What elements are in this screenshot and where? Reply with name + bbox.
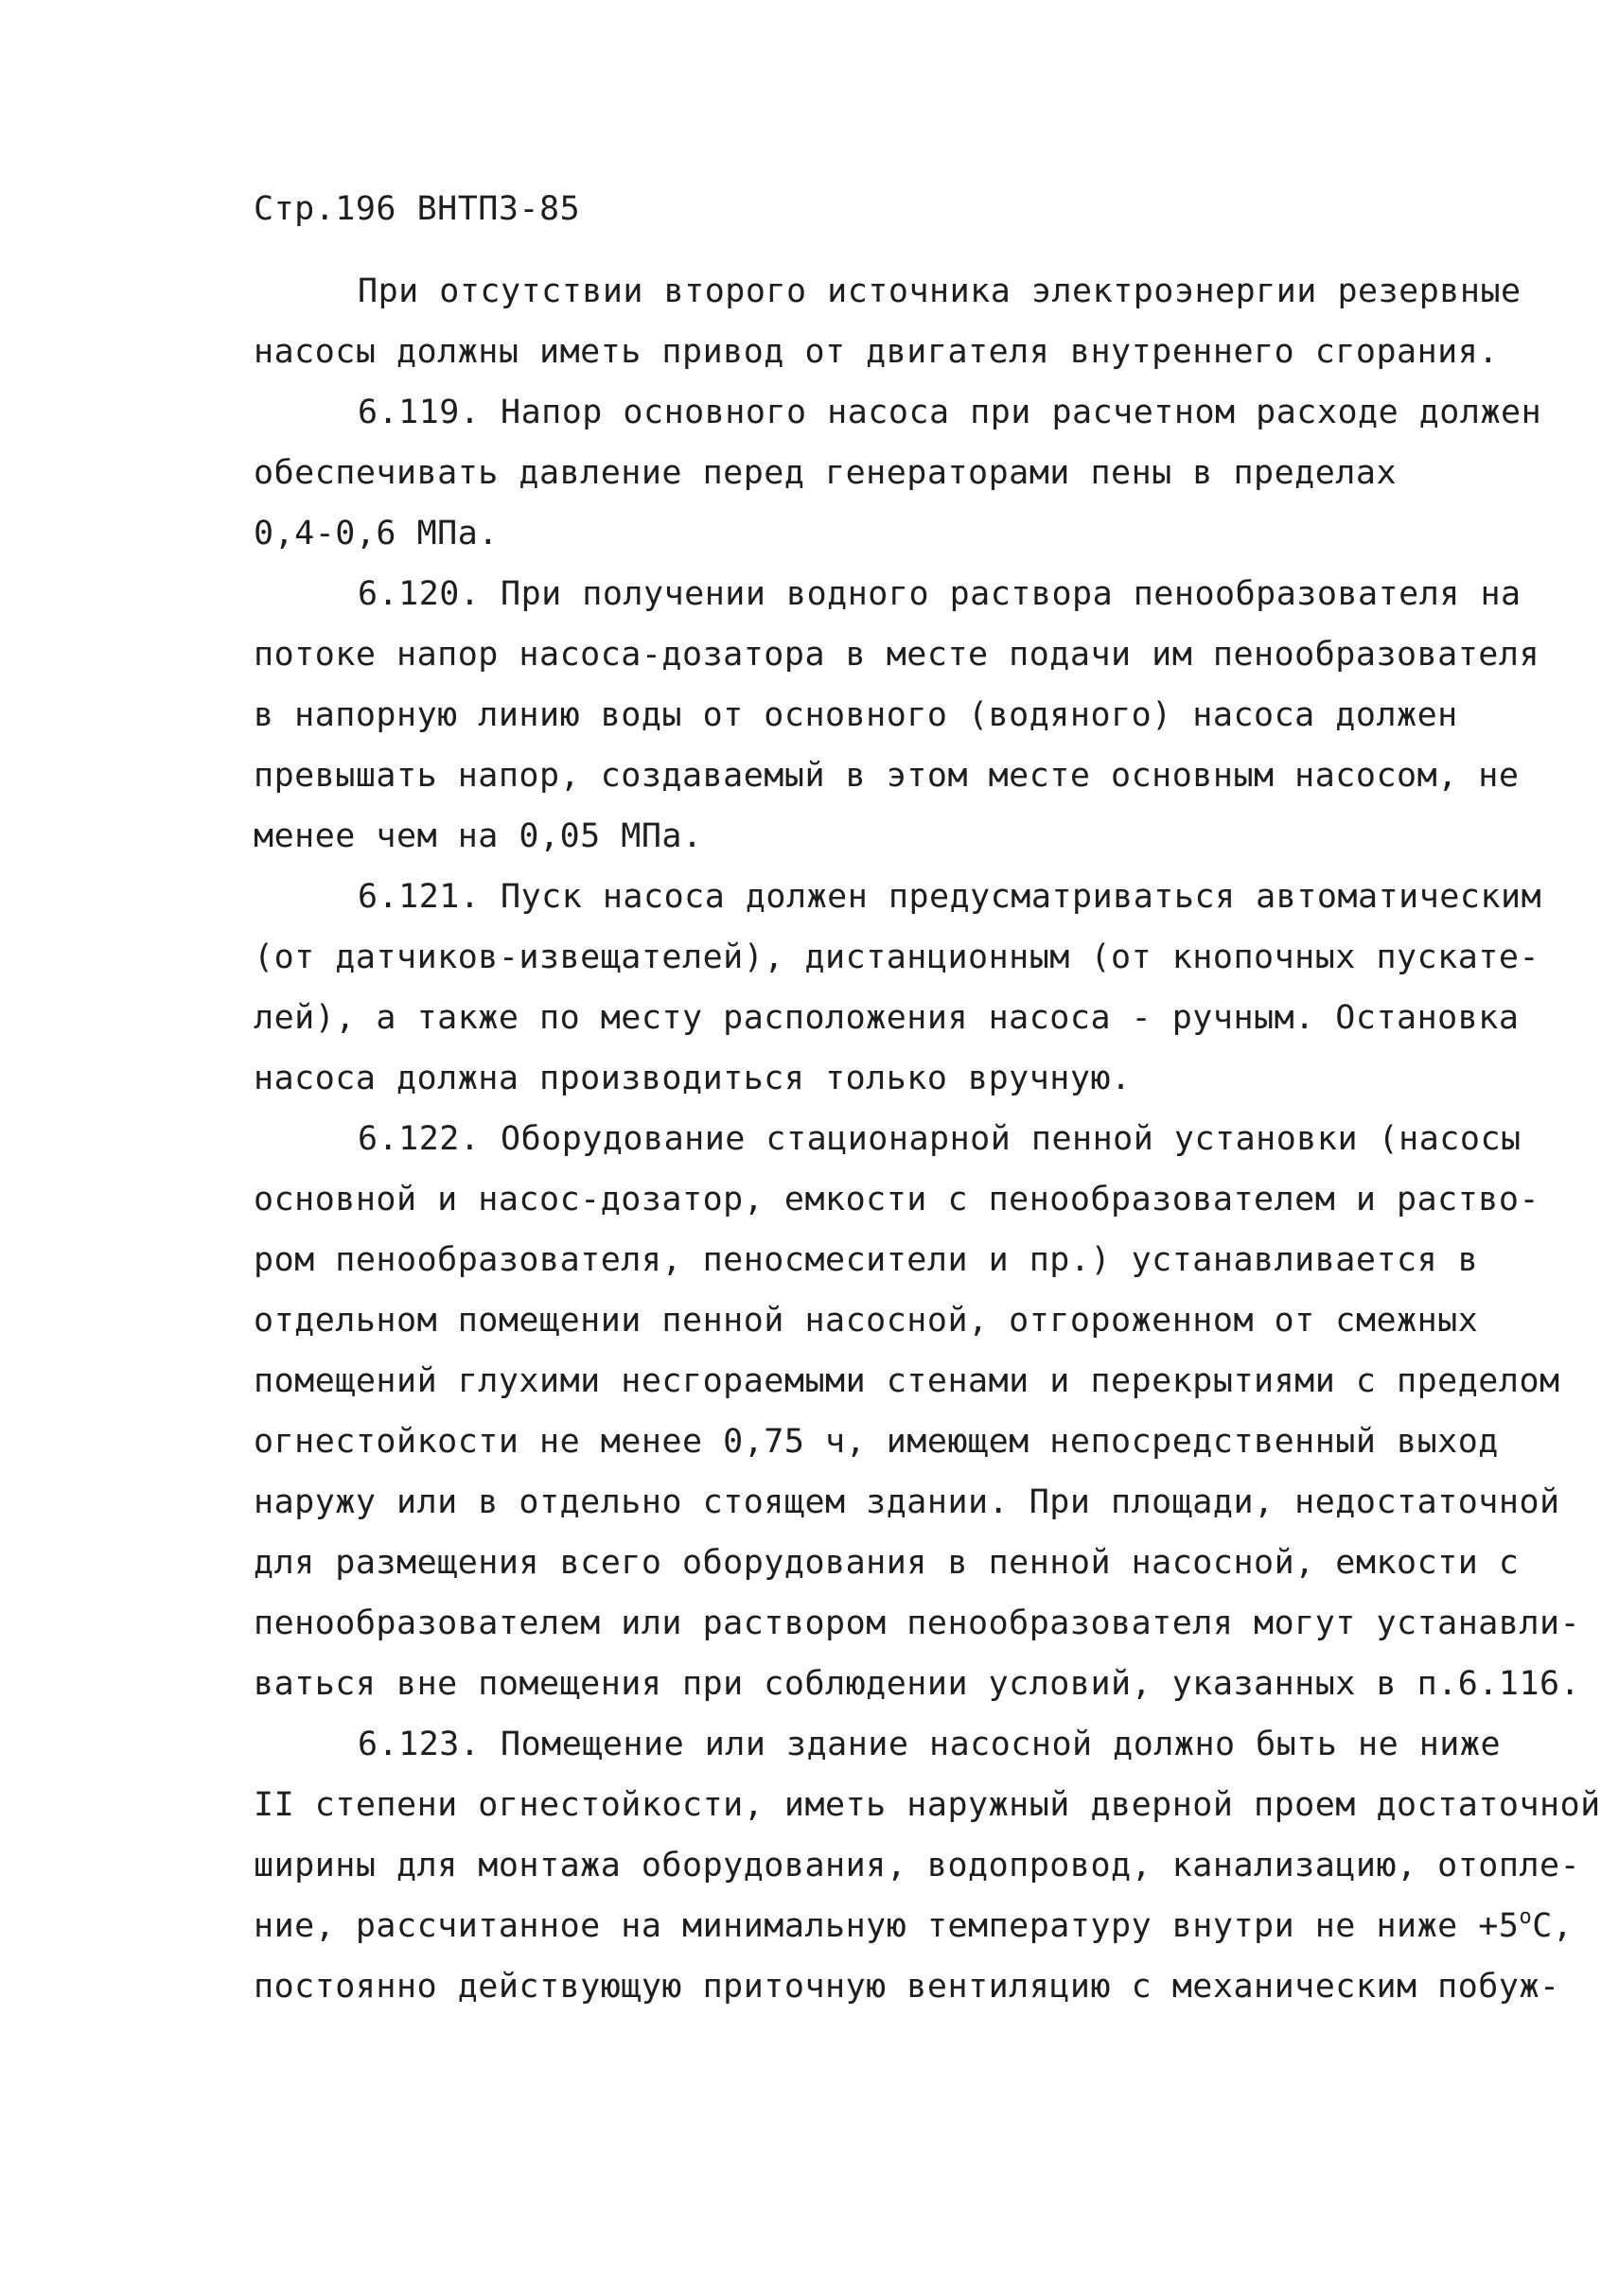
text-line: обеспечивать давление перед генераторами пены в пределах [254,454,1398,492]
text-line: менее чем на 0,05 МПа. [254,817,703,855]
text-line: (от датчиков-извещателей), дистанционным (от кнопочных пускате- [254,938,1540,976]
text-line: ром пенообразователя, пеносмесители и пр.) устанавливается в [254,1241,1479,1279]
text-line: 6.123. Помещение или здание насосной должно быть не ниже [358,1726,1502,1763]
text-line: 6.119. Напор основного насоса при расчетном расходе должен [358,394,1542,431]
text-line: 6.120. При получении водного раствора пенообразователя на [358,575,1522,613]
text-line: насосы должны иметь привод от двигателя внутреннего сгорания. [254,333,1499,371]
text-line: 6.121. Пуск насоса должен предусматриваться автоматическим [358,878,1542,916]
text-line: огнестойкости не менее 0,75 ч, имеющем непосредственный выход [254,1423,1499,1461]
text-line: в напорную линию воды от основного (водяного) насоса должен [254,696,1458,734]
page-header: Стр.196 ВНТПЗ-85 [254,190,581,228]
text-line: насоса должна производиться только вручную. [254,1060,1132,1097]
text-line-main: ние, рассчитанное на минимальную температуру внутри не ниже +5 [254,1907,1520,1945]
text-line: постоянно действующую приточную вентиляцию с механическим побуж- [254,1968,1560,2006]
text-line: основной и насос-дозатор, емкости с пенообразователем и раство- [254,1181,1540,1218]
text-line: 0,4-0,6 МПа. [254,515,499,552]
temperature-unit: С, [1532,1907,1574,1945]
text-line: При отсутствии второго источника электроэнергии резервные [358,272,1522,310]
text-line: 6.122. Оборудование стационарной пенной установки (насосы [358,1120,1522,1158]
text-line: помещений глухими несгораемыми стенами и перекрытиями с пределом [254,1362,1560,1400]
text-line: отдельном помещении пенной насосной, отгороженном от смежных [254,1302,1479,1340]
text-line: II степени огнестойкости, иметь наружный дверной проем достаточной [254,1786,1601,1824]
text-line: наружу или в отдельно стоящем здании. При площади, недостаточной [254,1483,1560,1521]
text-line: лей), а также по месту расположения насоса - ручным. Остановка [254,999,1520,1037]
text-line: превышать напор, создаваемый в этом месте основным насосом, не [254,757,1520,795]
text-line: пенообразователем или раствором пенообразователя могут устанавли- [254,1604,1581,1642]
degree-superscript: о [1519,1905,1533,1929]
text-line: ваться вне помещения при соблюдении условий, указанных в п.6.116. [254,1665,1581,1703]
text-line: потоке напор насоса-дозатора в месте подачи им пенообразователя [254,636,1540,674]
text-line: ширины для монтажа оборудования, водопровод, канализацию, отопле- [254,1847,1581,1884]
text-line: для размещения всего оборудования в пенной насосной, емкости с [254,1544,1520,1582]
text-line [254,1907,1573,1945]
